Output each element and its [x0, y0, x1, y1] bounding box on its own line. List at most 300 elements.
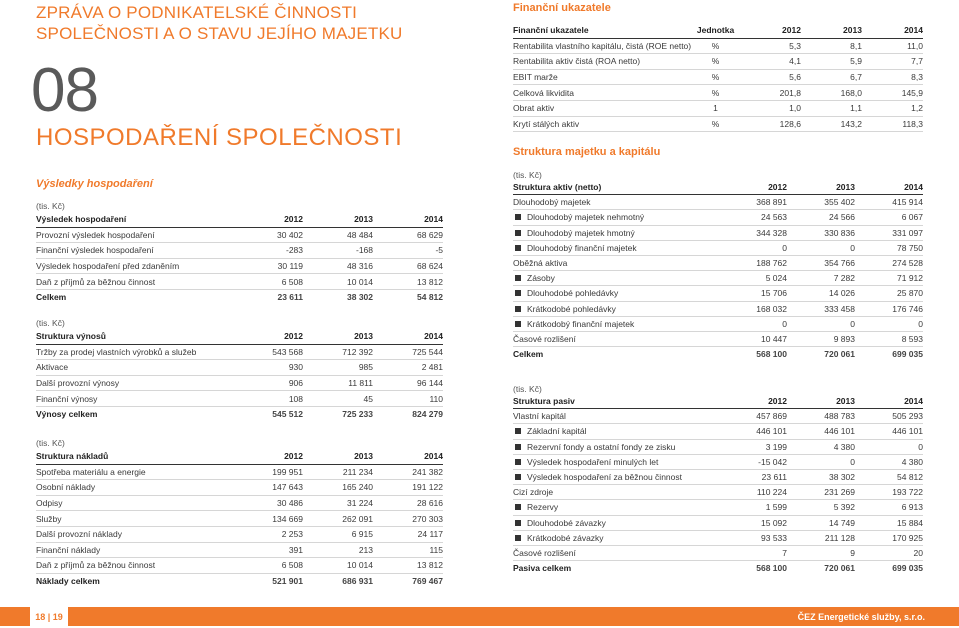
row-label: Vlastní kapitál: [513, 409, 719, 424]
cell-value: 568 100: [756, 349, 787, 360]
cell-value: 415 914: [855, 195, 923, 210]
cell-value: 2013: [303, 329, 373, 344]
table-row: [513, 469, 923, 484]
cell-value: 6 067: [855, 210, 923, 225]
liabilities-table: [513, 394, 923, 575]
table-row: [36, 495, 443, 511]
bullet-square-icon: [515, 245, 521, 251]
cell-value: 8,3: [862, 69, 923, 85]
cell-value: 5 024: [719, 271, 787, 286]
costs-table: [36, 449, 443, 588]
table-row: [513, 286, 923, 301]
cell-value: 15 706: [719, 286, 787, 301]
row-label: Rezervní fondy a ostatní fondy ze zisku: [513, 439, 719, 454]
cell-value: 201,8: [740, 85, 801, 101]
cell-value: 2014: [373, 212, 443, 227]
row-label: Finanční ukazatele: [513, 23, 691, 38]
table-row: [513, 225, 923, 240]
cell-value: 96 144: [373, 375, 443, 391]
table-row: [36, 375, 443, 391]
cell-value: 769 467: [412, 576, 443, 587]
cell-value: 13 812: [373, 558, 443, 574]
row-label: Další provozní náklady: [36, 526, 233, 542]
row-label: Provozní výsledek hospodaření: [36, 227, 233, 243]
cell-value: 13 812: [373, 274, 443, 290]
results-unit: (tis. Kč): [36, 201, 65, 211]
cell-value: 930: [233, 360, 303, 376]
bullet-square-icon: [515, 504, 521, 510]
row-label: Rentabilita vlastního kapitálu, čistá (ROE netto): [513, 38, 691, 54]
cell-value: 14 749: [787, 515, 855, 530]
cell-value: %: [691, 85, 740, 101]
table-row: [36, 391, 443, 407]
cell-value: 1,2: [862, 100, 923, 116]
table-row: [36, 526, 443, 542]
indicators-table: [513, 23, 923, 132]
row-label: Obrat aktiv: [513, 100, 691, 116]
cell-value: 118,3: [862, 116, 923, 132]
cell-value: 686 931: [342, 576, 373, 587]
table-header-row: [513, 180, 923, 195]
cell-value: 446 101: [719, 424, 787, 439]
row-label: Daň z příjmů za běžnou činnost: [36, 274, 233, 290]
cell-value: 0: [855, 316, 923, 331]
bullet-square-icon: [515, 535, 521, 541]
cell-value: Jednotka: [691, 23, 740, 38]
table-header-row: [36, 212, 443, 227]
row-label: Daň z příjmů za běžnou činnost: [36, 558, 233, 574]
row-label: Odpisy: [36, 495, 233, 511]
table-row: [513, 439, 923, 454]
row-label: Časové rozlišení: [513, 545, 719, 560]
table-header-row: [36, 329, 443, 344]
cell-value: 10 014: [303, 558, 373, 574]
cell-value: 720 061: [824, 349, 855, 360]
row-label: Dlouhodobý majetek hmotný: [513, 225, 719, 240]
table-header-row: [513, 23, 923, 38]
cell-value: 2013: [801, 23, 862, 38]
table-total-row: [36, 289, 443, 304]
cell-value: 7: [719, 545, 787, 560]
cell-value: 457 869: [719, 409, 787, 424]
cell-value: 6 508: [233, 558, 303, 574]
cell-value: 5,3: [740, 38, 801, 54]
bullet-square-icon: [515, 321, 521, 327]
cell-value: 274 528: [855, 255, 923, 270]
table-row: [513, 240, 923, 255]
cell-value: 193 722: [855, 485, 923, 500]
table-row: [513, 195, 923, 210]
cell-value: 505 293: [855, 409, 923, 424]
cell-value: 31 224: [303, 495, 373, 511]
cell-value: 30 119: [233, 258, 303, 274]
cell-value: 2012: [719, 394, 787, 409]
table-row: [513, 69, 923, 85]
cell-value: 344 328: [719, 225, 787, 240]
cell-value: 4 380: [855, 454, 923, 469]
cell-value: 699 035: [892, 563, 923, 574]
cell-value: 11,0: [862, 38, 923, 54]
row-label: Oběžná aktiva: [513, 255, 719, 270]
cell-value: 110 224: [719, 485, 787, 500]
row-label: Rentabilita aktiv čistá (ROA netto): [513, 54, 691, 70]
assets-table: [513, 180, 923, 361]
bullet-square-icon: [515, 520, 521, 526]
cell-value: 7 282: [787, 271, 855, 286]
table-row: [513, 116, 923, 132]
table-row: [513, 38, 923, 54]
table-total-row: [513, 347, 923, 362]
cell-value: 48 484: [303, 227, 373, 243]
row-label: Krátkodobé pohledávky: [513, 301, 719, 316]
cell-value: 0: [787, 316, 855, 331]
cell-value: 906: [233, 375, 303, 391]
cell-value: 54 812: [417, 292, 443, 303]
cell-value: 170 925: [855, 530, 923, 545]
row-label: Finanční výsledek hospodaření: [36, 243, 233, 259]
capital-title: Struktura majetku a kapitálu: [513, 146, 661, 158]
row-label: Dlouhodobý majetek: [513, 195, 719, 210]
cell-value: 6,7: [801, 69, 862, 85]
cell-value: 2012: [233, 212, 303, 227]
row-label: Výsledek hospodaření za běžnou činnost: [513, 469, 719, 484]
row-label: Dlouhodobé pohledávky: [513, 286, 719, 301]
row-label: Finanční náklady: [36, 542, 233, 558]
row-label: Cizí zdroje: [513, 485, 719, 500]
table-row: [36, 511, 443, 527]
table-row: [513, 54, 923, 70]
cell-value: 128,6: [740, 116, 801, 132]
table-row: [36, 227, 443, 243]
cell-value: 45: [303, 391, 373, 407]
cell-value: 108: [233, 391, 303, 407]
cell-value: 24 566: [787, 210, 855, 225]
bullet-square-icon: [515, 428, 521, 434]
cell-value: 2014: [373, 449, 443, 464]
cell-value: 188 762: [719, 255, 787, 270]
row-label: Struktura pasiv: [513, 394, 719, 409]
cell-value: 15 884: [855, 515, 923, 530]
cell-value: 330 836: [787, 225, 855, 240]
cell-value: 168,0: [801, 85, 862, 101]
cell-value: 115: [373, 542, 443, 558]
table-row: [513, 515, 923, 530]
cell-value: 24 563: [719, 210, 787, 225]
cell-value: %: [691, 38, 740, 54]
cell-value: 2 481: [373, 360, 443, 376]
cell-value: 54 812: [855, 469, 923, 484]
results-table: [36, 212, 443, 305]
row-label: Aktivace: [36, 360, 233, 376]
cell-value: 71 912: [855, 271, 923, 286]
bullet-square-icon: [515, 275, 521, 281]
row-label: Celkem: [36, 292, 67, 303]
cell-value: 231 269: [787, 485, 855, 500]
cell-value: 3 199: [719, 439, 787, 454]
cell-value: 110: [373, 391, 443, 407]
assets-unit: (tis. Kč): [513, 170, 542, 180]
cell-value: 7,7: [862, 54, 923, 70]
cell-value: 270 303: [373, 511, 443, 527]
cell-value: 568 100: [756, 563, 787, 574]
bullet-square-icon: [515, 444, 521, 450]
row-label: Dlouhodobý majetek nehmotný: [513, 210, 719, 225]
cell-value: 331 097: [855, 225, 923, 240]
cell-value: 2012: [233, 329, 303, 344]
cell-value: 199 951: [233, 464, 303, 480]
row-label: Výsledek hospodaření minulých let: [513, 454, 719, 469]
table-row: [513, 424, 923, 439]
cell-value: 2013: [303, 212, 373, 227]
table-row: [36, 464, 443, 480]
cell-value: 2013: [787, 394, 855, 409]
cell-value: 0: [787, 240, 855, 255]
row-label: Krátkodobý finanční majetek: [513, 316, 719, 331]
cell-value: 355 402: [787, 195, 855, 210]
cell-value: 48 316: [303, 258, 373, 274]
indicators-title: Finanční ukazatele: [513, 2, 611, 14]
cell-value: -15 042: [719, 454, 787, 469]
table-row: [513, 316, 923, 331]
row-label: Osobní náklady: [36, 480, 233, 496]
cell-value: 720 061: [824, 563, 855, 574]
cell-value: 354 766: [787, 255, 855, 270]
cell-value: 699 035: [892, 349, 923, 360]
cell-value: 9 893: [787, 331, 855, 346]
cell-value: 333 458: [787, 301, 855, 316]
table-row: [36, 274, 443, 290]
table-row: [513, 255, 923, 270]
cell-value: 725 233: [342, 409, 373, 420]
cell-value: 14 026: [787, 286, 855, 301]
cell-value: 4,1: [740, 54, 801, 70]
row-label: Struktura výnosů: [36, 329, 233, 344]
cell-value: 368 891: [719, 195, 787, 210]
row-label: Celková likvidita: [513, 85, 691, 101]
row-label: Krytí stálých aktiv: [513, 116, 691, 132]
chapter-title: HOSPODAŘENÍ SPOLEČNOSTI: [36, 124, 403, 151]
cell-value: 1 599: [719, 500, 787, 515]
row-label: Další provozní výnosy: [36, 375, 233, 391]
cell-value: 446 101: [787, 424, 855, 439]
table-row: [513, 454, 923, 469]
cell-value: 4 380: [787, 439, 855, 454]
cell-value: 6 915: [303, 526, 373, 542]
table-row: [36, 360, 443, 376]
cell-value: -283: [233, 243, 303, 259]
cell-value: 11 811: [303, 375, 373, 391]
table-row: [513, 85, 923, 101]
cell-value: 1,0: [740, 100, 801, 116]
cell-value: 545 512: [272, 409, 303, 420]
cell-value: %: [691, 54, 740, 70]
row-label: Služby: [36, 511, 233, 527]
table-row: [513, 301, 923, 316]
table-row: [513, 545, 923, 560]
cell-value: -5: [373, 243, 443, 259]
cell-value: 241 382: [373, 464, 443, 480]
cell-value: 23 611: [719, 469, 787, 484]
row-label: Zásoby: [513, 271, 719, 286]
cell-value: 6 508: [233, 274, 303, 290]
cell-value: 68 624: [373, 258, 443, 274]
revenues-unit: (tis. Kč): [36, 318, 65, 328]
row-label: Náklady celkem: [36, 576, 100, 587]
cell-value: 521 901: [272, 576, 303, 587]
cell-value: 38 302: [787, 469, 855, 484]
table-row: [513, 210, 923, 225]
row-label: Krátkodobé závazky: [513, 530, 719, 545]
row-label: Výsledek hospodaření před zdaněním: [36, 258, 233, 274]
row-label: Výnosy celkem: [36, 409, 98, 420]
cell-value: 10 014: [303, 274, 373, 290]
cell-value: 985: [303, 360, 373, 376]
cell-value: 2014: [855, 180, 923, 195]
table-row: [513, 271, 923, 286]
cell-value: 24 117: [373, 526, 443, 542]
table-total-row: [513, 561, 923, 576]
row-label: Tržby za prodej vlastních výrobků a služeb: [36, 344, 233, 360]
table-row: [36, 258, 443, 274]
bullet-square-icon: [515, 474, 521, 480]
cell-value: 0: [719, 240, 787, 255]
table-row: [513, 409, 923, 424]
cell-value: 725 544: [373, 344, 443, 360]
table-total-row: [36, 573, 443, 588]
cell-value: 30 486: [233, 495, 303, 511]
cell-value: 2012: [719, 180, 787, 195]
liabilities-unit: (tis. Kč): [513, 384, 542, 394]
cell-value: 15 092: [719, 515, 787, 530]
cell-value: 165 240: [303, 480, 373, 496]
report-title: ZPRÁVA O PODNIKATELSKÉ ČINNOSTI SPOLEČNOSTI A O STAVU JEJÍHO MAJETKU: [36, 3, 403, 43]
cell-value: 168 032: [719, 301, 787, 316]
table-row: [513, 331, 923, 346]
cell-value: %: [691, 116, 740, 132]
costs-unit: (tis. Kč): [36, 438, 65, 448]
row-label: Struktura aktiv (netto): [513, 180, 719, 195]
row-label: Spotřeba materiálu a energie: [36, 464, 233, 480]
row-label: Finanční výnosy: [36, 391, 233, 407]
cell-value: 2013: [787, 180, 855, 195]
cell-value: 2014: [862, 23, 923, 38]
table-row: [513, 485, 923, 500]
cell-value: 145,9: [862, 85, 923, 101]
cell-value: 2013: [303, 449, 373, 464]
table-row: [36, 243, 443, 259]
cell-value: 211 128: [787, 530, 855, 545]
page-numbers: 18 | 19: [30, 607, 68, 626]
footer-company: ČEZ Energetické služby, s.r.o.: [797, 612, 925, 622]
cell-value: 712 392: [303, 344, 373, 360]
table-total-row: [36, 406, 443, 421]
cell-value: 38 302: [347, 292, 373, 303]
cell-value: 143,2: [801, 116, 862, 132]
cell-value: 0: [855, 439, 923, 454]
revenues-table: [36, 329, 443, 422]
bullet-square-icon: [515, 230, 521, 236]
cell-value: 0: [719, 316, 787, 331]
cell-value: 488 783: [787, 409, 855, 424]
row-label: Pasiva celkem: [513, 563, 572, 574]
cell-value: 6 913: [855, 500, 923, 515]
cell-value: 93 533: [719, 530, 787, 545]
row-label: Dlouhodobé závazky: [513, 515, 719, 530]
cell-value: 68 629: [373, 227, 443, 243]
cell-value: 78 750: [855, 240, 923, 255]
cell-value: 5,9: [801, 54, 862, 70]
cell-value: 2014: [373, 329, 443, 344]
cell-value: 147 643: [233, 480, 303, 496]
row-label: Výsledek hospodaření: [36, 212, 233, 227]
cell-value: 2012: [233, 449, 303, 464]
cell-value: 176 746: [855, 301, 923, 316]
cell-value: 391: [233, 542, 303, 558]
cell-value: 213: [303, 542, 373, 558]
bullet-square-icon: [515, 459, 521, 465]
cell-value: 446 101: [855, 424, 923, 439]
cell-value: 134 669: [233, 511, 303, 527]
cell-value: 8 593: [855, 331, 923, 346]
cell-value: 23 611: [277, 292, 303, 303]
table-row: [513, 530, 923, 545]
row-label: Rezervy: [513, 500, 719, 515]
row-label: Dlouhodobý finanční majetek: [513, 240, 719, 255]
cell-value: 543 568: [233, 344, 303, 360]
bullet-square-icon: [515, 306, 521, 312]
cell-value: 25 870: [855, 286, 923, 301]
row-label: Základní kapitál: [513, 424, 719, 439]
row-label: Celkem: [513, 349, 544, 360]
row-label: Struktura nákladů: [36, 449, 233, 464]
cell-value: 191 122: [373, 480, 443, 496]
cell-value: 2012: [740, 23, 801, 38]
cell-value: 10 447: [719, 331, 787, 346]
chapter-number: 08: [31, 56, 98, 125]
cell-value: 8,1: [801, 38, 862, 54]
table-header-row: [36, 449, 443, 464]
table-row: [36, 558, 443, 574]
cell-value: 1: [691, 100, 740, 116]
table-row: [36, 480, 443, 496]
cell-value: 0: [787, 454, 855, 469]
cell-value: 5 392: [787, 500, 855, 515]
cell-value: 20: [855, 545, 923, 560]
cell-value: 1,1: [801, 100, 862, 116]
bullet-square-icon: [515, 290, 521, 296]
cell-value: 824 279: [412, 409, 443, 420]
cell-value: -168: [303, 243, 373, 259]
cell-value: 211 234: [303, 464, 373, 480]
cell-value: 9: [787, 545, 855, 560]
table-row: [36, 542, 443, 558]
section-title-results: Výsledky hospodaření: [36, 178, 153, 190]
cell-value: 2014: [855, 394, 923, 409]
table-row: [36, 344, 443, 360]
cell-value: 5,6: [740, 69, 801, 85]
cell-value: 30 402: [233, 227, 303, 243]
table-header-row: [513, 394, 923, 409]
cell-value: 2 253: [233, 526, 303, 542]
table-row: [513, 500, 923, 515]
cell-value: 28 616: [373, 495, 443, 511]
row-label: EBIT marže: [513, 69, 691, 85]
row-label: Časové rozlišení: [513, 331, 719, 346]
cell-value: %: [691, 69, 740, 85]
cell-value: 262 091: [303, 511, 373, 527]
bullet-square-icon: [515, 214, 521, 220]
table-row: [513, 100, 923, 116]
